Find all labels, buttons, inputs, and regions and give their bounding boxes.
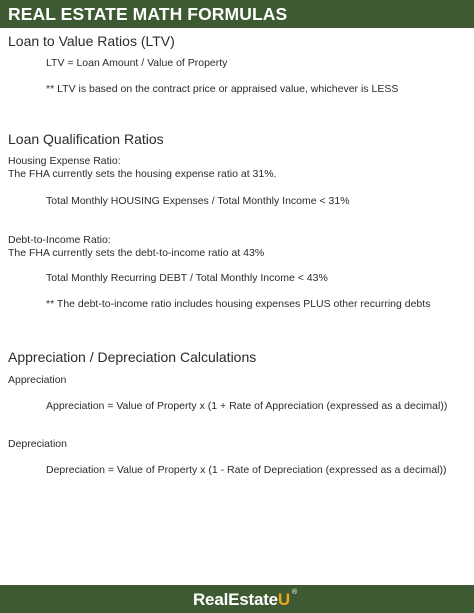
logo-u-letter: U: [277, 590, 290, 609]
dti-ratio-description: The FHA currently sets the debt-to-income ratio at 43%: [8, 247, 265, 259]
registered-mark: ®: [292, 589, 297, 596]
dti-ratio-label: Debt-to-Income Ratio:: [8, 234, 111, 246]
housing-ratio-formula: Total Monthly HOUSING Expenses / Total Monthly Income < 31%: [46, 195, 350, 207]
ltv-formula: LTV = Loan Amount / Value of Property: [46, 57, 228, 69]
appreciation-label: Appreciation: [8, 374, 67, 386]
depreciation-label: Depreciation: [8, 438, 67, 450]
ltv-heading: Loan to Value Ratios (LTV): [8, 33, 175, 49]
footer-bar: [0, 585, 474, 613]
dti-ratio-formula: Total Monthly Recurring DEBT / Total Monthly Income < 43%: [46, 272, 328, 284]
housing-ratio-label: Housing Expense Ratio:: [8, 155, 121, 167]
logo-text: RealEstate: [192, 590, 278, 609]
housing-ratio-description: The FHA currently sets the housing expense ratio at 31%.: [8, 168, 277, 180]
appreciation-formula: Appreciation = Value of Property x (1 + Rate of Appreciation (expressed as a decimal)): [46, 400, 448, 412]
appreciation-heading: Appreciation / Depreciation Calculations: [8, 349, 257, 365]
brand-logo: [192, 589, 297, 610]
header-bar: [0, 0, 474, 28]
dti-ratio-note: ** The debt-to-income ratio includes housing expenses PLUS other recurring debts: [46, 298, 431, 310]
depreciation-formula: Depreciation = Value of Property x (1 - Rate of Depreciation (expressed as a decimal)): [46, 464, 447, 476]
page-title: REAL ESTATE MATH FORMULAS: [8, 3, 288, 24]
ltv-note: ** LTV is based on the contract price or appraised value, whichever is LESS: [46, 83, 399, 95]
qualification-heading: Loan Qualification Ratios: [8, 131, 164, 147]
